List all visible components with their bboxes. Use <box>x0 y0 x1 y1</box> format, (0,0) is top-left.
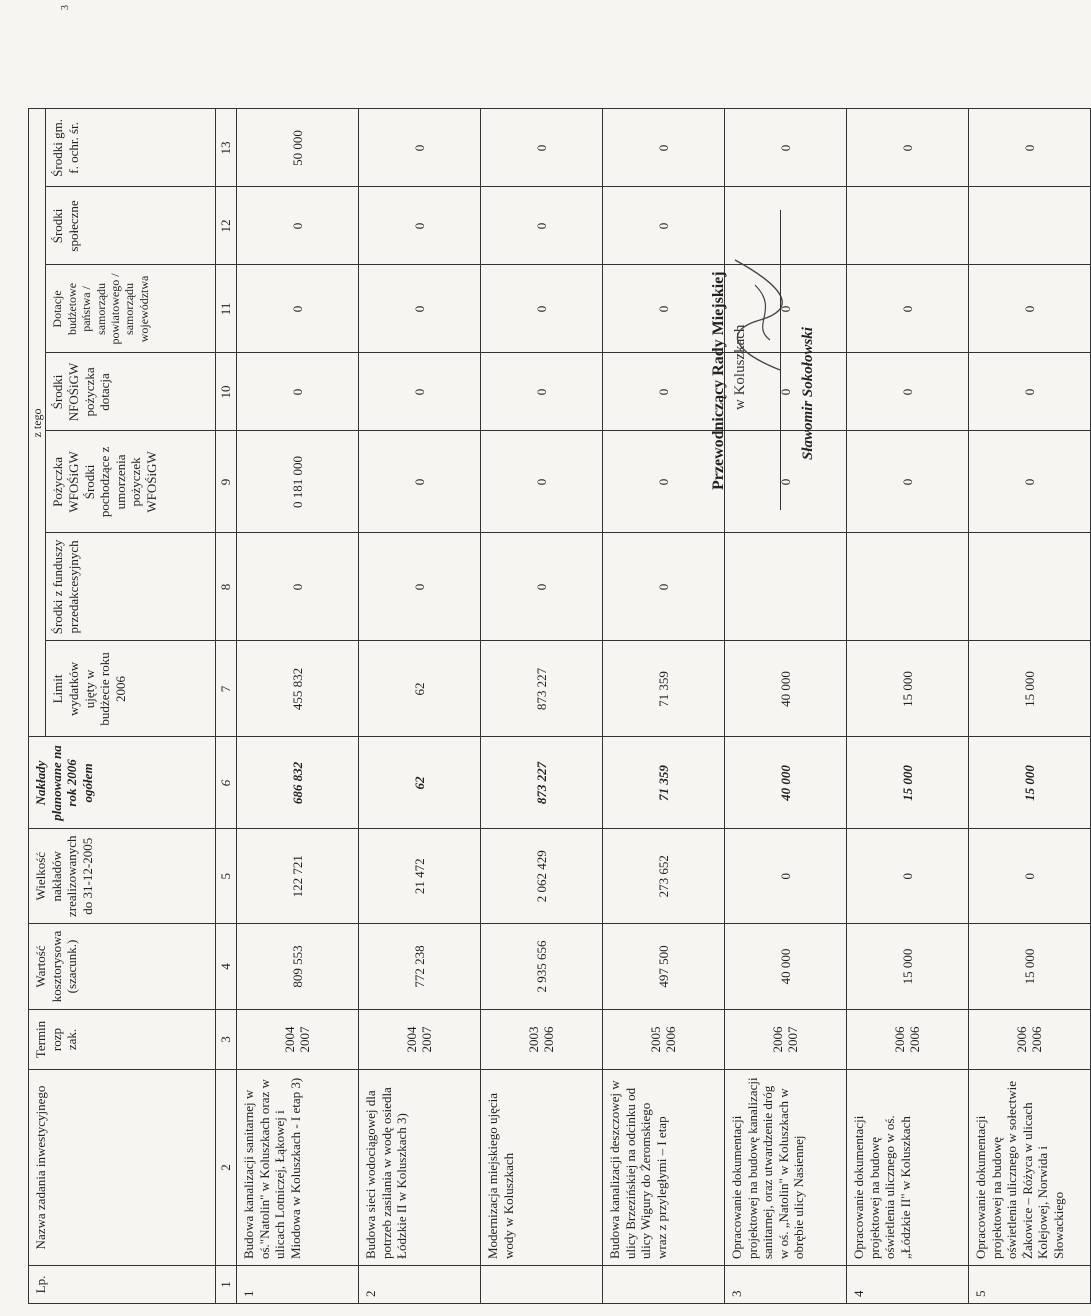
page-number: 3 <box>60 5 71 10</box>
cell-c11: 0 <box>724 265 846 353</box>
cell-nazwa: Opracowanie dokumentacji projektowej na budowę oświetlenia ulicznego w oś. „Łódzkie II" w Koluszkach <box>846 1070 968 1266</box>
table-row <box>846 109 968 1304</box>
cell-naklady: 40 000 <box>724 737 846 829</box>
col-num-13: 13 <box>216 109 237 187</box>
cell-lp: 4 <box>846 1266 968 1304</box>
col-num-8: 8 <box>216 533 237 641</box>
handwritten-signature <box>720 250 800 380</box>
stamp-place: w Koluszkach <box>732 324 748 410</box>
cell-c9: 0 181 000 <box>236 431 358 533</box>
header-fundusze: Środki z funduszy przedakcesyjnych <box>46 533 216 641</box>
cell-limit: 15 000 <box>968 641 1090 737</box>
signature-line <box>780 210 781 510</box>
cell-wartosc: 40 000 <box>724 924 846 1010</box>
cell-lp <box>480 1266 602 1304</box>
cell-nazwa: Budowa kanalizacji deszczowej w ulicy Brzezińskiej na odcinku od ulicy Wigury do Żeromskiego wraz z przyległymi – I etap <box>602 1070 724 1266</box>
cell-wartosc: 497 500 <box>602 924 724 1010</box>
cell-nazwa: Opracowanie dokumentacji projektowej na budowę oświetlenia ulicznego w sołectwie Żakowice – Różyca w ulicach Kolejowej, Norwida i Słowackiego <box>968 1070 1090 1266</box>
cell-c10: 0 <box>602 353 724 431</box>
cell-c13: 0 <box>602 109 724 187</box>
col-num-6: 6 <box>216 737 237 829</box>
cell-lp: 3 <box>724 1266 846 1304</box>
cell-limit: 71 359 <box>602 641 724 737</box>
col-num-2: 2 <box>216 1070 237 1266</box>
header-dotacje: Dotacje budżetowe państwa / samorządu powiatowego / samorządu województwa <box>46 265 216 353</box>
cell-c11: 0 <box>602 265 724 353</box>
cell-c10: 0 <box>846 353 968 431</box>
cell-termin: 2006 2007 <box>724 1010 846 1070</box>
header-pozyczka: Pożyczka WFOŚiGW Środki pochodzące z umorzenia pożyczek WFOŚiGW <box>46 431 216 533</box>
cell-wartosc: 772 238 <box>358 924 480 1010</box>
cell-wielkosc: 0 <box>724 829 846 924</box>
cell-c8: 0 <box>480 533 602 641</box>
table-row <box>480 109 602 1304</box>
cell-c12 <box>968 187 1090 265</box>
cell-c13: 0 <box>968 109 1090 187</box>
header-nazwa: Nazwa zadania inwestycyjnego <box>29 1070 216 1266</box>
cell-c12: 0 <box>602 187 724 265</box>
signature-stamp <box>710 170 860 530</box>
cell-limit: 40 000 <box>724 641 846 737</box>
cell-limit: 62 <box>358 641 480 737</box>
cell-termin: 2003 2006 <box>480 1010 602 1070</box>
cell-termin: 2006 2006 <box>968 1010 1090 1070</box>
header-limit: Limit wydatków ujęty w budżecie roku 2006 <box>46 641 216 737</box>
cell-c10: 0 <box>480 353 602 431</box>
header-gmf: Środki gm. f. ochr. śr. <box>46 109 216 187</box>
table-body <box>236 109 1090 1304</box>
cell-wielkosc: 122 721 <box>236 829 358 924</box>
header-naklady: Nakłady planowane na rok 2006 ogółem <box>29 737 216 829</box>
col-num-7: 7 <box>216 641 237 737</box>
cell-c10: 0 <box>236 353 358 431</box>
cell-nazwa: Budowa sieci wodociągowej dla potrzeb zasilania w wodę osiedla Łódzkie II w Koluszkach 3) <box>358 1070 480 1266</box>
cell-termin: 2004 2007 <box>236 1010 358 1070</box>
cell-c12 <box>846 187 968 265</box>
cell-lp: 5 <box>968 1266 1090 1304</box>
col-num-4: 4 <box>216 924 237 1010</box>
cell-lp <box>602 1266 724 1304</box>
rotated-sheet <box>20 0 1066 1310</box>
header-row-1 <box>29 109 46 1304</box>
cell-c8 <box>846 533 968 641</box>
cell-naklady: 873 227 <box>480 737 602 829</box>
cell-limit: 455 832 <box>236 641 358 737</box>
cell-wartosc: 15 000 <box>968 924 1090 1010</box>
cell-c13: 0 <box>724 109 846 187</box>
cell-c8: 0 <box>358 533 480 641</box>
header-termin: Termin rozp zak. <box>29 1010 216 1070</box>
cell-nazwa: Opracowanie dokumentacji projektowej na budowę kanalizacji sanitarnej, oraz utwardzenie dróg w oś. „Natolin" w Koluszkach w obrębie ulicy Nasiennej <box>724 1070 846 1266</box>
cell-wielkosc: 0 <box>846 829 968 924</box>
stamp-title: Przewodniczący Rady Miejskiej <box>710 271 727 490</box>
cell-c9: 0 <box>846 431 968 533</box>
cell-wartosc: 2 935 656 <box>480 924 602 1010</box>
cell-termin: 2004 2007 <box>358 1010 480 1070</box>
cell-c9: 0 <box>602 431 724 533</box>
cell-c13: 0 <box>358 109 480 187</box>
cell-naklady: 71 359 <box>602 737 724 829</box>
cell-naklady: 686 832 <box>236 737 358 829</box>
cell-termin: 2006 2006 <box>846 1010 968 1070</box>
table-row <box>602 109 724 1304</box>
stamp-name: Sławomir Sokołowski <box>800 327 816 460</box>
cell-lp: 1 <box>236 1266 358 1304</box>
cell-wielkosc: 21 472 <box>358 829 480 924</box>
cell-nazwa: Budowa kanalizacji sanitarnej w oś."Natolin" w Koluszkach oraz w ulicach Lotniczej, Łąkowej i Miodowa w Koluszkach - I etap 3) <box>236 1070 358 1266</box>
header-nfosigw: Środki NFOŚiGW pożyczka dotacja <box>46 353 216 431</box>
cell-c13: 0 <box>480 109 602 187</box>
header-wartosc: Wartość kosztorysowa (szacunk.) <box>29 924 216 1010</box>
cell-wielkosc: 0 <box>968 829 1090 924</box>
cell-c8 <box>968 533 1090 641</box>
cell-c12: 0 <box>480 187 602 265</box>
col-num-9: 9 <box>216 431 237 533</box>
cell-limit: 873 227 <box>480 641 602 737</box>
column-number-row <box>216 109 237 1304</box>
cell-wielkosc: 2 062 429 <box>480 829 602 924</box>
cell-c11: 0 <box>236 265 358 353</box>
cell-c10: 0 <box>724 353 846 431</box>
cell-c11: 0 <box>846 265 968 353</box>
cell-c9: 0 <box>968 431 1090 533</box>
table-row <box>358 109 480 1304</box>
cell-c10: 0 <box>358 353 480 431</box>
cell-naklady: 15 000 <box>846 737 968 829</box>
cell-c9: 0 <box>358 431 480 533</box>
cell-c8: 0 <box>602 533 724 641</box>
cell-c12: 0 <box>358 187 480 265</box>
header-lp: Lp. <box>29 1266 216 1304</box>
cell-c9: 0 <box>480 431 602 533</box>
header-wielkosc: Wielkość nakładów zrealizowanych do 31-12-2005 <box>29 829 216 924</box>
cell-c8: 0 <box>236 533 358 641</box>
header-z-tego: z tego <box>29 109 46 737</box>
cell-c8 <box>724 533 846 641</box>
cell-c13: 50 000 <box>236 109 358 187</box>
cell-lp: 2 <box>358 1266 480 1304</box>
col-num-5: 5 <box>216 829 237 924</box>
cell-wartosc: 15 000 <box>846 924 968 1010</box>
col-num-12: 12 <box>216 187 237 265</box>
col-num-10: 10 <box>216 353 237 431</box>
cell-limit: 15 000 <box>846 641 968 737</box>
cell-termin: 2005 2006 <box>602 1010 724 1070</box>
investment-table <box>28 108 1091 1304</box>
col-num-1: 1 <box>216 1266 237 1304</box>
cell-c12: 0 <box>236 187 358 265</box>
col-num-11: 11 <box>216 265 237 353</box>
cell-nazwa: Modernizacja miejskiego ujęcia wody w Koluszkach <box>480 1070 602 1266</box>
cell-wartosc: 809 553 <box>236 924 358 1010</box>
cell-naklady: 62 <box>358 737 480 829</box>
cell-c11: 0 <box>968 265 1090 353</box>
cell-wielkosc: 273 652 <box>602 829 724 924</box>
table-row <box>968 109 1090 1304</box>
header-spoleczne: Środki społeczne <box>46 187 216 265</box>
cell-c11: 0 <box>480 265 602 353</box>
table-row <box>236 109 358 1304</box>
cell-c9: 0 <box>724 431 846 533</box>
cell-c10: 0 <box>968 353 1090 431</box>
cell-c11: 0 <box>358 265 480 353</box>
col-num-3: 3 <box>216 1010 237 1070</box>
cell-c13: 0 <box>846 109 968 187</box>
cell-naklady: 15 000 <box>968 737 1090 829</box>
